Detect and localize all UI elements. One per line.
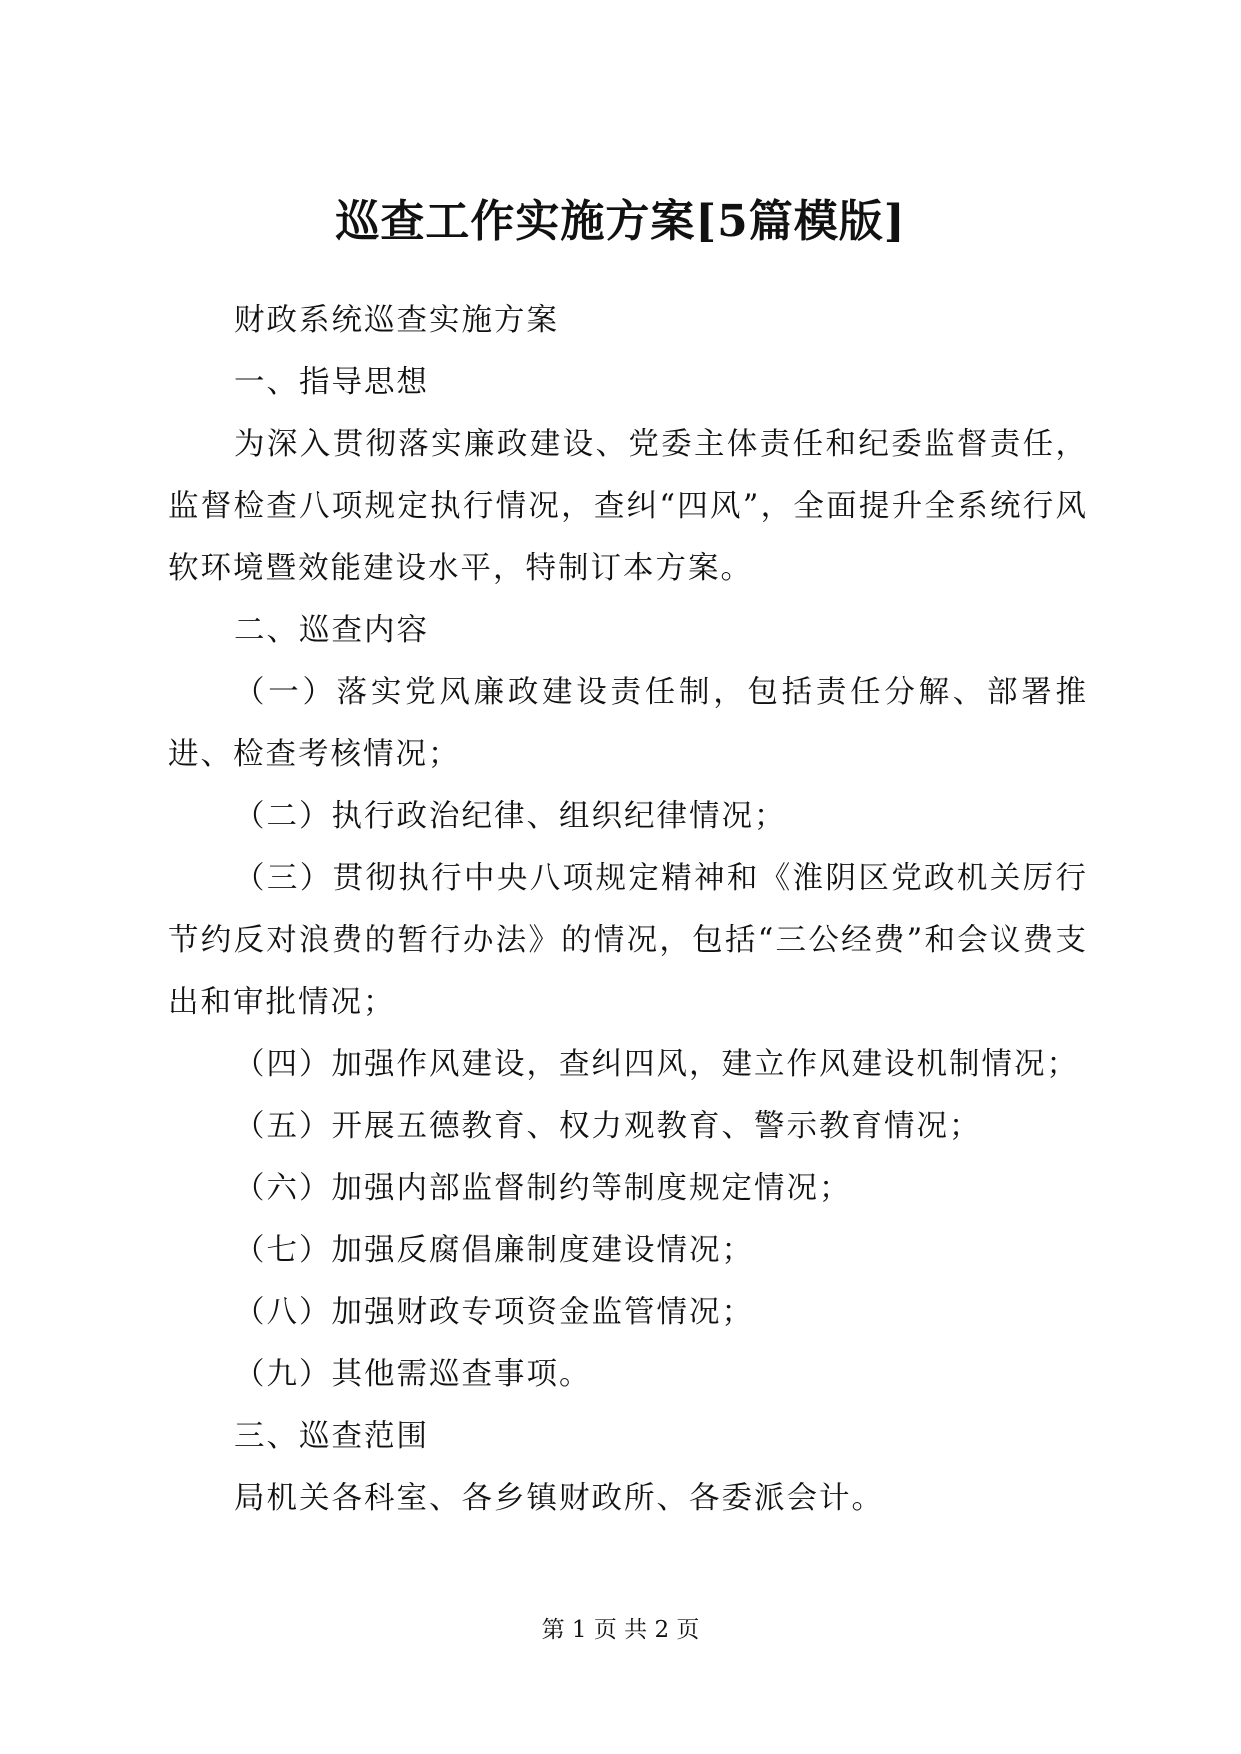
list-item-content-5: （五）开展五德教育、权力观教育、警示教育情况； [234,1109,982,1144]
paragraph-guiding-ideology: 为深入贯彻落实廉政建设、党委主体责任和纪委监督责任，监督检查八项规定执行情况，查纠“四风”，全面提升全系统行风软环境暨效能建设水平，特制订本方案。 [168,427,1088,586]
document-body [168,290,1088,1530]
document-title: 巡查工作实施方案[5篇模版] [335,196,906,247]
list-item-content-9: （九）其他需巡查事项。 [234,1357,592,1392]
list-item-content-4: （四）加强作风建设，查纠四风，建立作风建设机制情况； [234,1047,1079,1082]
section-heading-guiding-ideology: 一、指导思想 [234,365,429,400]
list-item-content-8: （八）加强财政专项资金监管情况； [234,1295,754,1330]
list-item-content-7: （七）加强反腐倡廉制度建设情况； [234,1233,754,1268]
paragraph-subtitle: 财政系统巡查实施方案 [234,303,559,338]
section-heading-inspection-content: 二、巡查内容 [234,613,429,648]
list-item-content-6: （六）加强内部监督制约等制度规定情况； [234,1171,852,1206]
section-heading-inspection-scope: 三、巡查范围 [234,1419,429,1454]
list-item-content-1: （一）落实党风廉政建设责任制，包括责任分解、部署推进、检查考核情况； [168,675,1088,772]
page-number-footer: 第 1 页 共 2 页 [541,1617,700,1643]
paragraph-inspection-scope: 局机关各科室、各乡镇财政所、各委派会计。 [234,1481,884,1516]
list-item-content-3: （三）贯彻执行中央八项规定精神和《淮阴区党政机关厉行节约反对浪费的暂行办法》的情况，包括“三公经费”和会议费支出和审批情况； [168,861,1088,1020]
list-item-content-2: （二）执行政治纪律、组织纪律情况； [234,799,787,834]
